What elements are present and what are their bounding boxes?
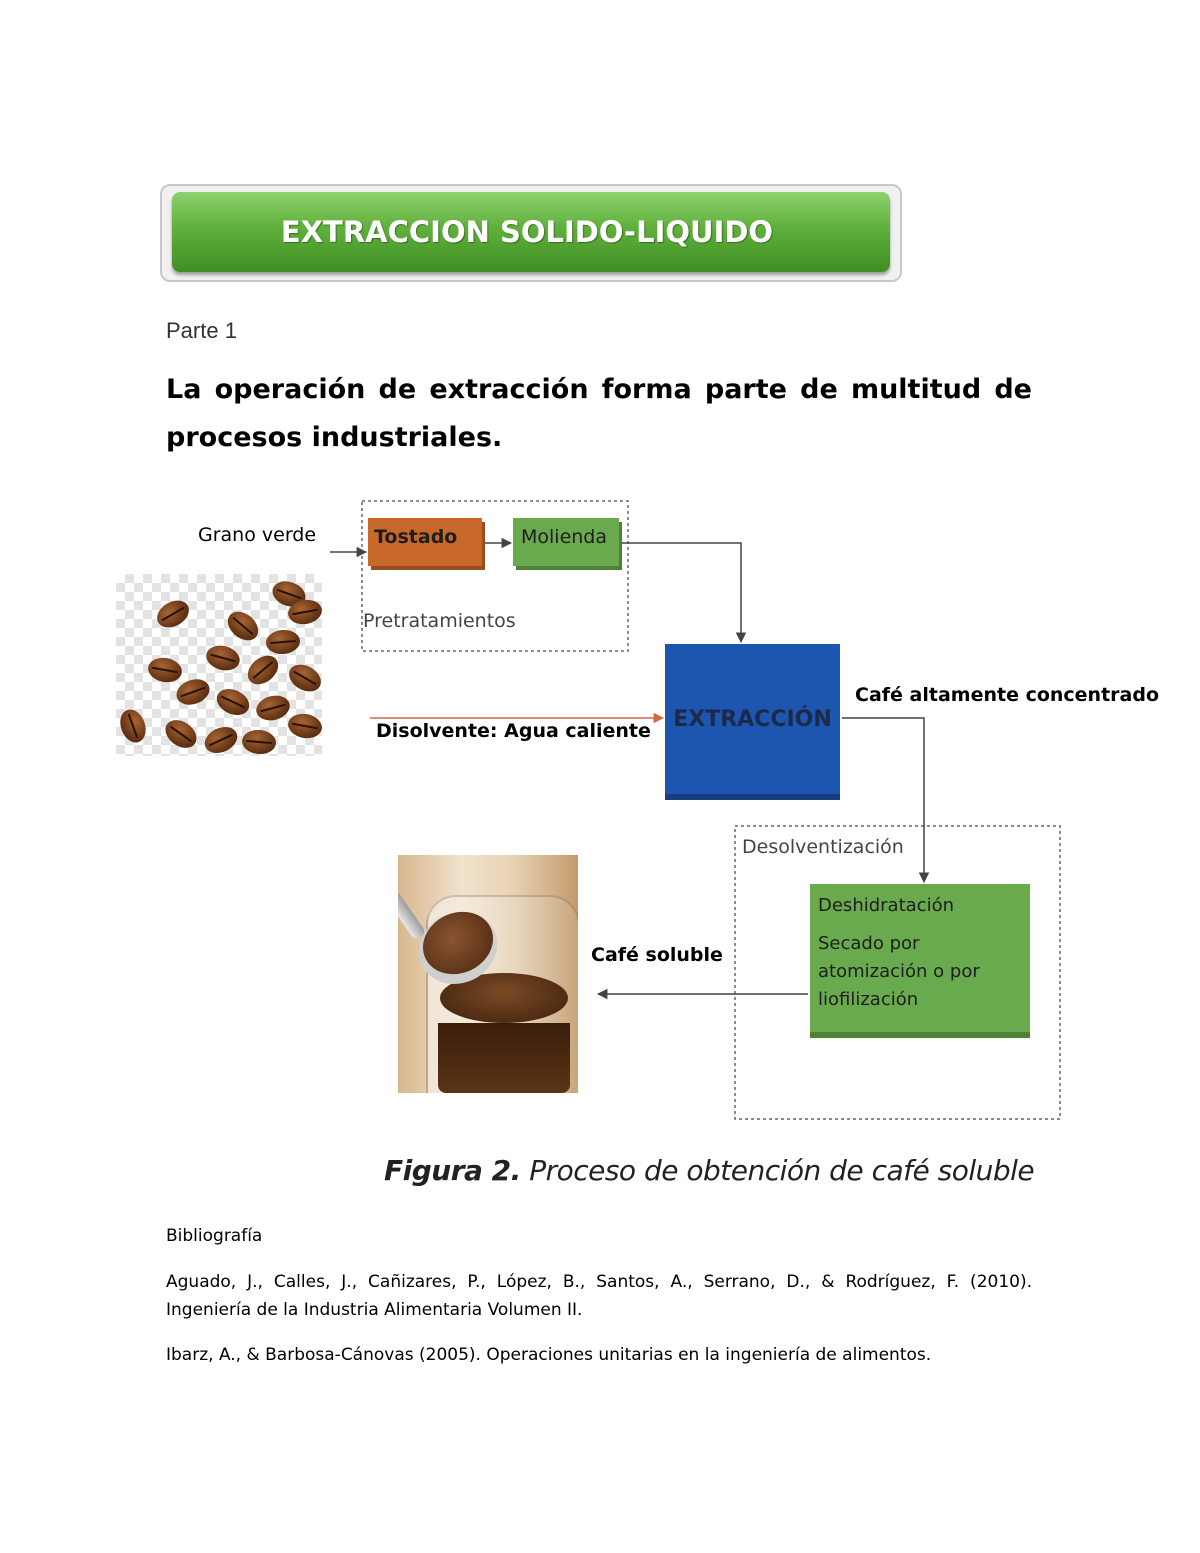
figure-number: Figura 2. <box>384 1154 521 1187</box>
label-cafe-soluble: Café soluble <box>591 944 723 966</box>
box-extraccion <box>665 644 840 794</box>
box-molienda: Molienda <box>513 518 619 566</box>
label-cafe-concentrado: Café altamente concentrado <box>855 684 1160 706</box>
reference-2: Ibarz, A., & Barbosa-Cánovas (2005). Operaciones unitarias en la ingeniería de alimentos. <box>166 1345 932 1365</box>
box-deshidratacion <box>810 884 1030 1032</box>
label-grano-verde: Grano verde <box>198 524 317 546</box>
section-label: Parte 1 <box>166 318 237 343</box>
reference-1: Aguado, J., Calles, J., Cañizares, P., López, B., Santos, A., Serrano, D., & Rodríguez, F. (2010). Ingeniería de la Industria Alimentaria Volumen II. <box>166 1272 1032 1320</box>
box-deshidratacion-title: Deshidratación <box>818 895 954 916</box>
bibliography-title: Bibliografía <box>166 1226 263 1246</box>
coffee-beans-image <box>116 574 322 756</box>
title-banner <box>172 192 890 272</box>
label-disolvente: Disolvente: Agua caliente <box>376 720 651 742</box>
figure-caption <box>384 1154 1034 1187</box>
arrow-molienda-extraccion <box>620 543 741 642</box>
intro-paragraph: La operación de extracción forma parte de multitud de procesos industriales. <box>166 374 1032 453</box>
box-extraccion-text: EXTRACCIÓN <box>673 706 832 732</box>
instant-coffee-image <box>398 855 578 1093</box>
title-banner-text: EXTRACCION SOLIDO-LIQUIDO <box>280 215 774 249</box>
label-pretratamientos: Pretratamientos <box>363 610 516 632</box>
label-desolventizacion: Desolventización <box>742 836 904 858</box>
box-secado-text: Secado por atomización o por liofilización <box>818 933 980 1010</box>
box-tostado: Tostado <box>368 518 482 566</box>
figure-caption-text: Proceso de obtención de café soluble <box>529 1154 1035 1187</box>
